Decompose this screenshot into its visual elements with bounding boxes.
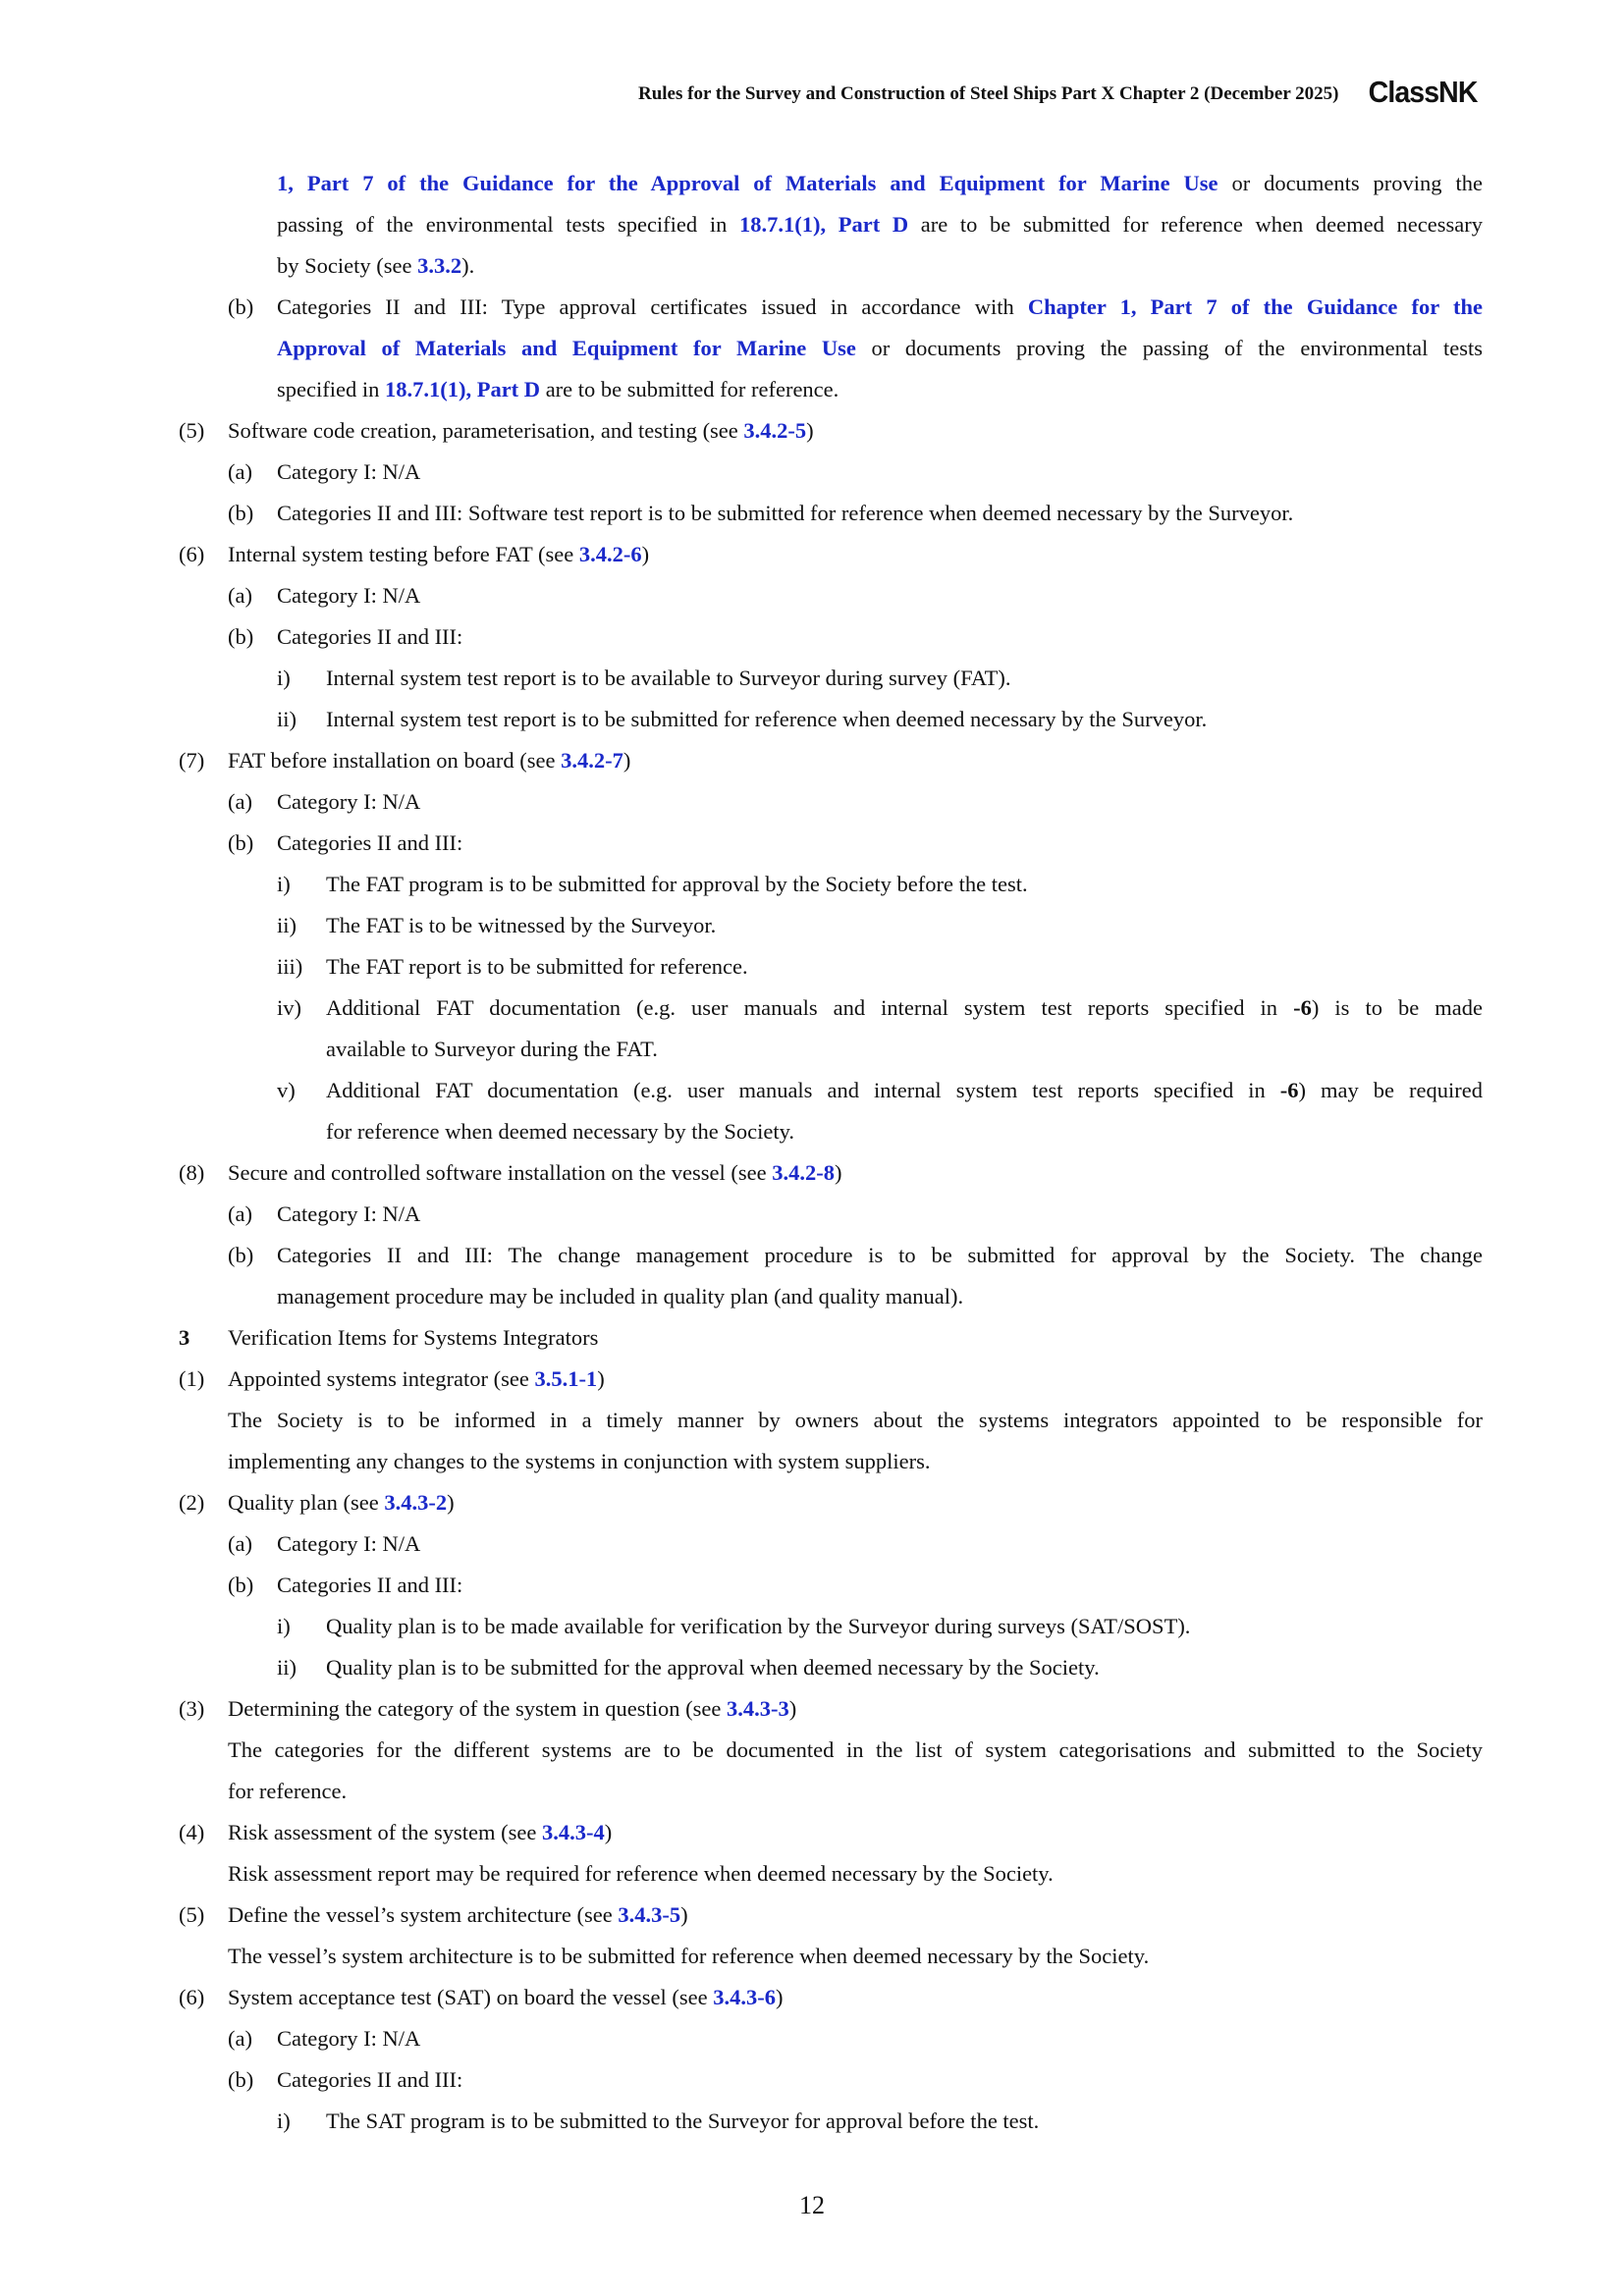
- line-text: [277, 493, 1483, 534]
- text-line: [167, 1111, 1483, 1152]
- text-line: [167, 452, 1483, 493]
- text-span: Categories II and III:: [277, 624, 463, 649]
- item-label: iii): [277, 954, 303, 979]
- line-text: [326, 658, 1483, 699]
- text-line: [167, 575, 1483, 616]
- text-line: [167, 1853, 1483, 1895]
- text-line: [167, 1441, 1483, 1482]
- line-text: [277, 287, 1483, 328]
- text-span: Additional FAT documentation (e.g. user manuals and internal system test reports specified in: [326, 995, 1294, 1020]
- text-span: The Society is to be informed in a timely manner by owners about the systems integrators appointed to be responsible for: [228, 1408, 1483, 1432]
- text-line: [167, 946, 1483, 988]
- line-text: [228, 1482, 1483, 1523]
- text-span: The vessel’s system architecture is to be submitted for reference when deemed necessary by the Society.: [228, 1944, 1150, 1968]
- item-label: i): [277, 872, 291, 896]
- cross-reference-link[interactable]: 18.7.1(1), Part D: [738, 212, 909, 237]
- line-text: [277, 781, 1483, 823]
- text-line: [167, 1565, 1483, 1606]
- text-span: for reference.: [228, 1779, 348, 1803]
- cross-reference-link[interactable]: Chapter 1, Part 7 of the Guidance for the: [1027, 294, 1483, 319]
- item-label: (6): [179, 1985, 205, 2009]
- text-line: [167, 163, 1483, 204]
- text-span: Risk assessment report may be required for reference when deemed necessary by the Society.: [228, 1861, 1054, 1886]
- text-line: [167, 740, 1483, 781]
- item-label: (a): [228, 789, 252, 814]
- page-header: [638, 77, 1477, 107]
- item-label: (b): [228, 624, 254, 649]
- item-label: (a): [228, 1531, 252, 1556]
- text-line: [167, 1070, 1483, 1111]
- item-label: (5): [179, 418, 205, 443]
- line-text: [228, 1853, 1483, 1895]
- text-line: [167, 1317, 1483, 1359]
- text-span: ) is to be made: [1311, 995, 1483, 1020]
- line-text: [326, 1606, 1483, 1647]
- text-span: Quality plan is to be submitted for the approval when deemed necessary by the Society.: [326, 1655, 1100, 1680]
- text-line: [167, 658, 1483, 699]
- line-text: [277, 575, 1483, 616]
- cross-reference-link[interactable]: Approval of Materials and Equipment for Marine Use: [277, 336, 856, 360]
- cross-reference-link[interactable]: 3.5.1-1: [534, 1366, 598, 1391]
- item-label: 3: [179, 1325, 190, 1350]
- text-span: The categories for the different systems are to be documented in the list of system categorisations and submitted to the Society: [228, 1737, 1483, 1762]
- item-label: iv): [277, 995, 301, 1020]
- item-label: ii): [277, 1655, 297, 1680]
- text-span: Quality plan is to be made available for verification by the Surveyor during surveys (SAT/SOST).: [326, 1614, 1191, 1638]
- text-span: management procedure may be included in quality plan (and quality manual).: [277, 1284, 964, 1308]
- text-span: Category I: N/A: [277, 1531, 421, 1556]
- item-label: (b): [228, 1243, 254, 1267]
- text-line: [167, 616, 1483, 658]
- text-span: Additional FAT documentation (e.g. user manuals and internal system test reports specified in: [326, 1078, 1280, 1102]
- item-label: (4): [179, 1820, 205, 1844]
- text-line: [167, 1235, 1483, 1276]
- line-text: [228, 1400, 1483, 1441]
- line-text: [326, 1111, 1483, 1152]
- item-label: (8): [179, 1160, 205, 1185]
- page-number: 12: [799, 2191, 825, 2219]
- line-text: [326, 1647, 1483, 1688]
- text-span: ): [447, 1490, 455, 1515]
- line-text: [277, 1194, 1483, 1235]
- text-line: [167, 823, 1483, 864]
- text-span: Category I: N/A: [277, 2026, 421, 2051]
- text-line: [167, 1606, 1483, 1647]
- item-label: (b): [228, 1573, 254, 1597]
- text-line: [167, 534, 1483, 575]
- item-label: (3): [179, 1696, 205, 1721]
- text-span: specified in: [277, 377, 385, 401]
- text-span: Categories II and III:: [277, 2067, 463, 2092]
- text-span: ).: [461, 253, 475, 278]
- item-label: ii): [277, 707, 297, 731]
- text-span: Verification Items for Systems Integrators: [228, 1325, 599, 1350]
- cross-reference-link[interactable]: 1, Part 7 of the Guidance for the Approval of Materials and Equipment for Marine Use: [277, 171, 1218, 195]
- line-text: [326, 946, 1483, 988]
- text-line: [167, 1688, 1483, 1730]
- text-line: [167, 1936, 1483, 1977]
- text-span: for reference when deemed necessary by the Society.: [326, 1119, 795, 1144]
- text-span: Internal system test report is to be submitted for reference when deemed necessary by the Surveyor.: [326, 707, 1208, 731]
- text-span: ): [641, 542, 650, 566]
- text-line: [167, 287, 1483, 328]
- text-line: [167, 1812, 1483, 1853]
- line-text: [277, 616, 1483, 658]
- item-label: (b): [228, 501, 254, 525]
- item-label: ii): [277, 913, 297, 937]
- text-span: Category I: N/A: [277, 1201, 421, 1226]
- line-text: [228, 1317, 1483, 1359]
- text-span: Categories II and III:: [277, 830, 463, 855]
- line-text: [326, 864, 1483, 905]
- line-text: [228, 410, 1483, 452]
- item-label: i): [277, 2109, 291, 2133]
- bold-reference: -6: [1279, 1078, 1299, 1102]
- text-line: [167, 699, 1483, 740]
- text-line: [167, 2018, 1483, 2059]
- text-line: [167, 781, 1483, 823]
- text-span: Determining the category of the system in question (see: [228, 1696, 727, 1721]
- text-line: [167, 1276, 1483, 1317]
- line-text: [277, 823, 1483, 864]
- line-text: [277, 163, 1483, 204]
- text-span: System acceptance test (SAT) on board the vessel (see: [228, 1985, 714, 2009]
- text-line: [167, 1194, 1483, 1235]
- cross-reference-link[interactable]: 3.4.2-6: [578, 542, 642, 566]
- text-span: Categories II and III: Type approval certificates issued in accordance with: [277, 294, 1028, 319]
- text-span: ) may be required: [1298, 1078, 1483, 1102]
- text-span: Define the vessel’s system architecture (see: [228, 1902, 619, 1927]
- item-label: (5): [179, 1902, 205, 1927]
- line-text: [326, 905, 1483, 946]
- text-span: The FAT is to be witnessed by the Surveyor.: [326, 913, 717, 937]
- line-text: [326, 1070, 1483, 1111]
- classnk-logo: ClassNK: [1368, 75, 1477, 109]
- text-span: Internal system test report is to be available to Surveyor during survey (FAT).: [326, 666, 1011, 690]
- line-text: [277, 2018, 1483, 2059]
- line-text: [277, 369, 1483, 410]
- item-label: (b): [228, 294, 254, 319]
- text-span: Software code creation, parameterisation, and testing (see: [228, 418, 744, 443]
- item-label: (7): [179, 748, 205, 773]
- text-span: passing of the environmental tests specified in: [277, 212, 739, 237]
- text-span: Risk assessment of the system (see: [228, 1820, 542, 1844]
- text-span: ): [623, 748, 631, 773]
- text-span: ): [597, 1366, 605, 1391]
- line-text: [277, 2059, 1483, 2101]
- line-text: [277, 1523, 1483, 1565]
- line-text: [277, 452, 1483, 493]
- text-line: [167, 905, 1483, 946]
- cross-reference-link[interactable]: 3.4.3-4: [541, 1820, 605, 1844]
- text-span: are to be submitted for reference.: [540, 377, 839, 401]
- item-label: (1): [179, 1366, 205, 1391]
- text-span: Categories II and III: The change management procedure is to be submitted for approval by the Society. The change: [277, 1243, 1483, 1267]
- text-line: [167, 1977, 1483, 2018]
- text-line: [167, 1152, 1483, 1194]
- line-text: [228, 1441, 1483, 1482]
- line-text: [228, 1359, 1483, 1400]
- text-span: or documents proving the: [1218, 171, 1483, 195]
- text-span: ): [834, 1160, 842, 1185]
- text-line: [167, 1895, 1483, 1936]
- text-line: [167, 410, 1483, 452]
- header-title: Rules for the Survey and Construction of Steel Ships Part X Chapter 2 (December 2025): [637, 83, 1339, 104]
- line-text: [228, 1977, 1483, 2018]
- text-span: Internal system testing before FAT (see: [228, 542, 579, 566]
- text-line: [167, 369, 1483, 410]
- document-body: [167, 163, 1483, 2142]
- line-text: [326, 1029, 1483, 1070]
- line-text: [228, 534, 1483, 575]
- line-text: [228, 740, 1483, 781]
- item-label: (a): [228, 2026, 252, 2051]
- line-text: [326, 2101, 1483, 2142]
- cross-reference-link[interactable]: 3.4.3-6: [713, 1985, 776, 2009]
- text-span: ): [788, 1696, 797, 1721]
- item-label: i): [277, 1614, 291, 1638]
- text-span: ): [604, 1820, 613, 1844]
- text-line: [167, 493, 1483, 534]
- text-line: [167, 1730, 1483, 1771]
- cross-reference-link[interactable]: 18.7.1(1), Part D: [384, 377, 541, 401]
- item-label: (6): [179, 542, 205, 566]
- text-line: [167, 1523, 1483, 1565]
- line-text: [277, 1235, 1483, 1276]
- item-label: (a): [228, 459, 252, 484]
- text-span: Categories II and III: Software test report is to be submitted for reference when deemed necessary by the Surveyor.: [277, 501, 1294, 525]
- text-span: by Society (see: [277, 253, 418, 278]
- text-line: [167, 1647, 1483, 1688]
- text-span: implementing any changes to the systems in conjunction with system suppliers.: [228, 1449, 931, 1473]
- line-text: [228, 1936, 1483, 1977]
- item-label: (a): [228, 583, 252, 608]
- line-text: [277, 204, 1483, 245]
- text-line: [167, 2059, 1483, 2101]
- cross-reference-link[interactable]: 3.4.2-5: [743, 418, 807, 443]
- item-label: (b): [228, 830, 254, 855]
- text-span: The FAT program is to be submitted for approval by the Society before the test.: [326, 872, 1028, 896]
- text-span: ): [806, 418, 814, 443]
- line-text: [277, 245, 1483, 287]
- text-span: ): [680, 1902, 688, 1927]
- cross-reference-link[interactable]: 3.3.2: [417, 253, 462, 278]
- cross-reference-link[interactable]: 3.4.3-3: [727, 1696, 789, 1721]
- text-span: Categories II and III:: [277, 1573, 463, 1597]
- text-span: Quality plan (see: [228, 1490, 385, 1515]
- text-line: [167, 245, 1483, 287]
- cross-reference-link[interactable]: 3.4.2-8: [772, 1160, 835, 1185]
- line-text: [277, 1565, 1483, 1606]
- line-text: [228, 1688, 1483, 1730]
- item-label: (b): [228, 2067, 254, 2092]
- cross-reference-link[interactable]: 3.4.3-5: [618, 1902, 681, 1927]
- text-span: Category I: N/A: [277, 459, 421, 484]
- text-span: The SAT program is to be submitted to the Surveyor for approval before the test.: [326, 2109, 1040, 2133]
- text-span: are to be submitted for reference when deemed necessary: [908, 212, 1483, 237]
- line-text: [228, 1771, 1483, 1812]
- text-span: The FAT report is to be submitted for reference.: [326, 954, 748, 979]
- item-label: i): [277, 666, 291, 690]
- item-label: (a): [228, 1201, 252, 1226]
- text-span: available to Surveyor during the FAT.: [326, 1037, 658, 1061]
- text-span: Appointed systems integrator (see: [228, 1366, 535, 1391]
- text-span: Category I: N/A: [277, 789, 421, 814]
- line-text: [228, 1730, 1483, 1771]
- text-line: [167, 2101, 1483, 2142]
- item-label: (2): [179, 1490, 205, 1515]
- text-line: [167, 988, 1483, 1029]
- line-text: [277, 1276, 1483, 1317]
- text-span: Secure and controlled software installation on the vessel (see: [228, 1160, 773, 1185]
- text-span: or documents proving the passing of the environmental tests: [855, 336, 1483, 360]
- item-label: v): [277, 1078, 296, 1102]
- text-line: [167, 1359, 1483, 1400]
- text-line: [167, 204, 1483, 245]
- text-span: FAT before installation on board (see: [228, 748, 562, 773]
- line-text: [326, 988, 1483, 1029]
- text-line: [167, 1482, 1483, 1523]
- text-span: Category I: N/A: [277, 583, 421, 608]
- text-span: ): [775, 1985, 784, 2009]
- line-text: [326, 699, 1483, 740]
- text-line: [167, 864, 1483, 905]
- line-text: [277, 328, 1483, 369]
- line-text: [228, 1895, 1483, 1936]
- text-line: [167, 328, 1483, 369]
- text-line: [167, 1029, 1483, 1070]
- line-text: [228, 1812, 1483, 1853]
- line-text: [228, 1152, 1483, 1194]
- cross-reference-link[interactable]: 3.4.3-2: [384, 1490, 448, 1515]
- text-line: [167, 1400, 1483, 1441]
- text-line: [167, 1771, 1483, 1812]
- cross-reference-link[interactable]: 3.4.2-7: [561, 748, 623, 773]
- bold-reference: -6: [1293, 995, 1312, 1020]
